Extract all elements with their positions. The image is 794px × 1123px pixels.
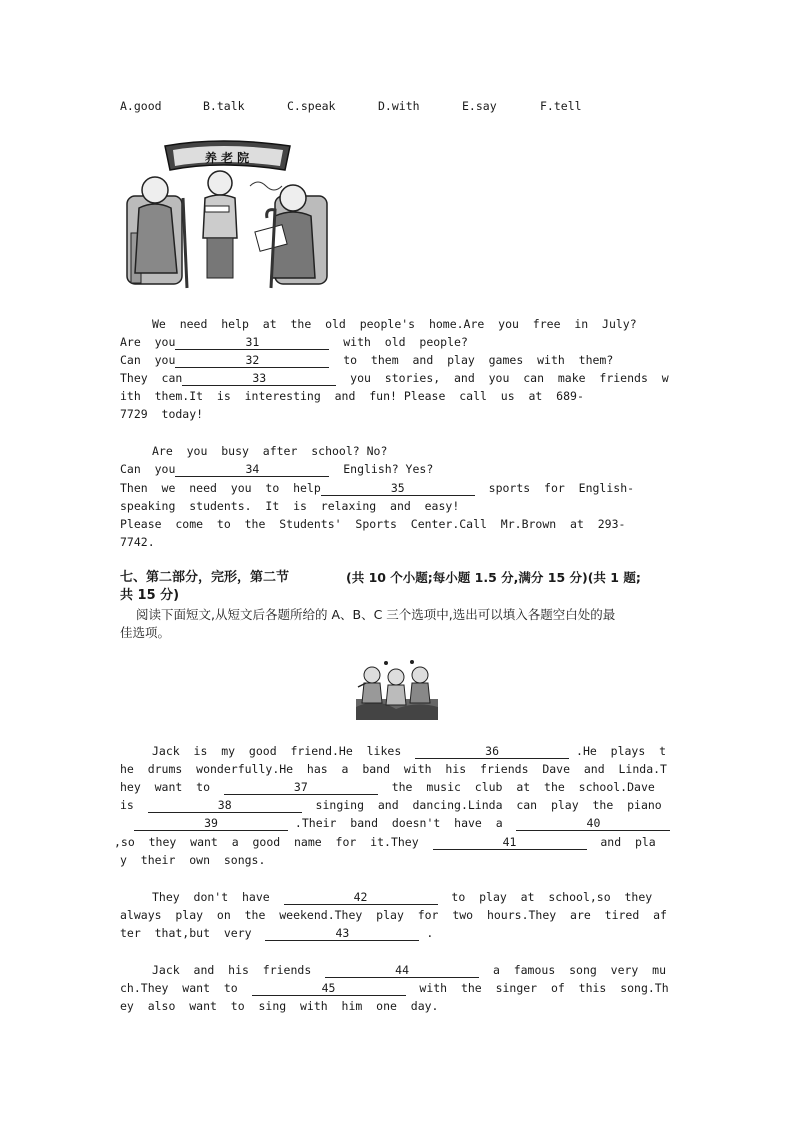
option-a: A.good <box>120 99 162 113</box>
ad2-line2-a: Can you <box>120 462 176 476</box>
instructions-line2: 佳选项。 <box>120 625 171 640</box>
p2-line3 <box>120 926 433 941</box>
p1-line1-b: .He plays t <box>569 744 667 758</box>
option-d: D.with <box>378 99 420 113</box>
blank-35[interactable]: 35 <box>321 482 475 496</box>
ad1-line2-a: Are you <box>120 335 176 349</box>
ad2-line2 <box>120 462 433 477</box>
p1-line5 <box>134 816 670 831</box>
ad1-line4 <box>120 371 669 386</box>
ad1-line2 <box>120 335 468 350</box>
p3-line2-a: ch.They want to <box>120 981 252 995</box>
blank-32[interactable]: 32 <box>175 354 329 368</box>
blank-42[interactable]: 42 <box>284 891 438 905</box>
section-heading-c: 共 15 分) <box>120 588 180 603</box>
nursing-home-illustration <box>125 138 330 290</box>
ad1-line6: 7729 today! <box>120 407 204 421</box>
blank-33[interactable]: 33 <box>182 372 336 386</box>
ad2-line6: 7742. <box>120 535 155 549</box>
p1-line4-a: is <box>120 798 148 812</box>
p2-line3-a: ter that,but very <box>120 926 266 940</box>
ad1-line3-b: to them and play games with them? <box>329 353 614 367</box>
ad2-line4: speaking students. It is relaxing and easy! <box>120 499 460 513</box>
p1-line4-b: singing and dancing.Linda can play the piano <box>301 798 662 812</box>
ad2-line3 <box>120 481 634 496</box>
ad1-line3 <box>120 353 613 368</box>
p1-line3-a: hey want to <box>120 780 224 794</box>
ad1-line2-b: with old people? <box>329 335 468 349</box>
blank-44[interactable]: 44 <box>325 964 479 978</box>
section-heading-a: 七、第二部分，完形，第二节 <box>120 570 290 585</box>
blank-38[interactable]: 38 <box>148 799 302 813</box>
section-heading-b: (共 10 个小题;每小题 1.5 分,满分 15 分)(共 1 题; <box>346 570 641 585</box>
p2-line1-b: to play at school,so they <box>437 890 653 904</box>
ad1-line4-a: They can <box>120 371 183 385</box>
ad2-line3-b: sports for English- <box>474 481 635 495</box>
option-b: B.talk <box>203 99 245 113</box>
p3-line1 <box>152 963 666 978</box>
p2-line2: always play on the weekend.They play for two hours.They are tired af <box>120 908 667 922</box>
p1-line7: y their own songs. <box>120 853 266 867</box>
p1-line6 <box>114 835 656 850</box>
blank-36[interactable]: 36 <box>415 745 569 759</box>
ad2-line1: Are you busy after school? No? <box>152 444 388 458</box>
p2-line1-a: They don't have <box>152 890 284 904</box>
p1-line3 <box>120 780 655 795</box>
ad2-line2-b: English? Yes? <box>329 462 434 476</box>
instructions-line1: 阅读下面短文,从短文后各题所给的 A、B、C 三个选项中,选出可以填入各题空白处的最 <box>136 607 616 622</box>
p1-line5-b: .Their band doesn't have a <box>288 816 517 830</box>
p1-line4 <box>120 798 662 813</box>
p1-line6-b: and pla <box>586 835 656 849</box>
p3-line1-a: Jack and his friends <box>152 963 326 977</box>
blank-34[interactable]: 34 <box>175 463 329 477</box>
blank-45[interactable]: 45 <box>252 982 406 996</box>
p3-line3: ey also want to sing with him one day. <box>120 999 439 1013</box>
blank-43[interactable]: 43 <box>265 927 419 941</box>
p1-line2: he drums wonderfully.He has a band with his friends Dave and Linda.T <box>120 762 667 776</box>
p2-line3-b: . <box>419 926 434 940</box>
p1-line6-a: ,so they want a good name for it.They <box>114 835 433 849</box>
p3-line1-b: a famous song very mu <box>479 963 667 977</box>
ad1-line5: ith them.It is interesting and fun! Please call us at 689- <box>120 389 584 403</box>
ad1-line3-a: Can you <box>120 353 176 367</box>
option-c: C.speak <box>287 99 336 113</box>
ad1-line4-b: you stories, and you can make friends w <box>336 371 669 385</box>
blank-31[interactable]: 31 <box>175 336 329 350</box>
ad1-line1: We need help at the old people's home.Are you free in July? <box>152 317 637 331</box>
p2-line1 <box>152 890 652 905</box>
blank-39[interactable]: 39 <box>134 817 288 831</box>
option-f: F.tell <box>540 99 582 113</box>
p3-line2 <box>120 981 669 996</box>
p1-line3-b: the music club at the school.Dave <box>377 780 655 794</box>
p1-line1-a: Jack is my good friend.He likes <box>152 744 416 758</box>
blank-40[interactable]: 40 <box>516 817 670 831</box>
ad2-line3-a: Then we need you to help <box>120 481 321 495</box>
sign-text: 养 老 院 <box>204 151 250 165</box>
band-illustration <box>356 657 438 720</box>
p3-line2-b: with the singer of this song.Th <box>405 981 669 995</box>
blank-37[interactable]: 37 <box>224 781 378 795</box>
blank-41[interactable]: 41 <box>433 836 587 850</box>
p1-line1 <box>152 744 666 759</box>
ad2-line5: Please come to the Students' Sports Center.Call Mr.Brown at 293- <box>120 517 626 531</box>
option-e: E.say <box>462 99 497 113</box>
